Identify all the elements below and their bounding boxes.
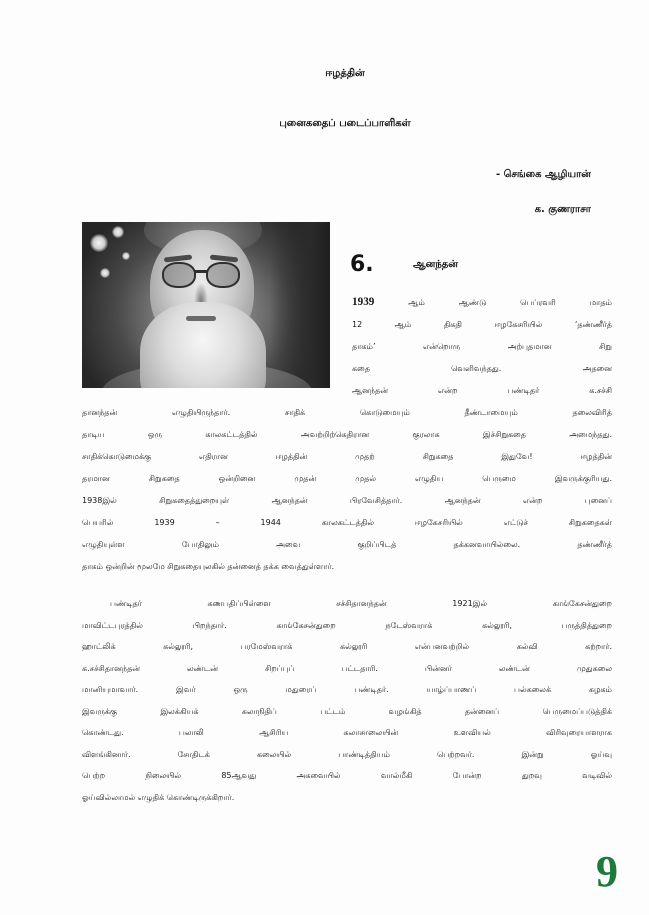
body-line: ஓய்வில்லாமல் எழுதிக் கொண்டிருக்கிறார். xyxy=(82,792,235,802)
body-line: ஆனந்தன் என்ற பண்டிதர் க.சச்சி xyxy=(352,386,612,395)
body-line: தரமான சிறுகதை ஒன்றினை முதன் முதல் எழுதிய பெருமை இவருக்குரியது. xyxy=(82,474,612,483)
body-line: 12 ஆம் திகதி ஈழகேசரியில் ‘தண்ணீர்த் xyxy=(352,320,612,329)
body-line: பெயரில் 1939 – 1944 காலகட்டத்தில் ஈழகேசரியில் எட்டுச் சிறுகதைகள் xyxy=(82,518,612,527)
paragraph-2 xyxy=(82,593,612,808)
body-line: மாவிட்டபுரத்தில் பிறந்தார். காங்கேசன்துறை நடேஸ்வராக் கல்லூரி, பருத்தித்துறை xyxy=(82,620,612,630)
body-line: மானியுமாவார். இவர் ஒரு மதுரைப் பண்டிதர். யாழ்ப்பாணப் பல்கலைக் கழகம் xyxy=(82,685,612,694)
body-line: தானந்தன் எழுதியிருந்தார். சாதிக் கொடுமையும் தீண்டாமையும் தலைவிரித் xyxy=(82,408,612,417)
article-title-line-2: புனைகதைப் படைப்பாளிகள் xyxy=(279,118,411,129)
body-line: ஹாட்லிக் கல்லூரி, பரமேஸ்வராக் கல்லூரி என்பனவற்றில் கல்வி கற்றார். xyxy=(82,642,612,651)
body-line xyxy=(82,292,612,314)
body-line-text: ஆம் ஆண்டு பெப்ரவரி மாதம் xyxy=(408,298,612,307)
body-line: எழுதியுள்ள போதிலும் அவை குறிப்பிடத் தக்கனவாயில்லை. தண்ணீர்த் xyxy=(82,540,612,549)
photo-light-spot xyxy=(112,226,124,238)
body-line: விளங்கினார். சோதிடக் கலையில் பாண்டித்தியம் பெற்றவர். இன்று ஓய்வு xyxy=(82,749,612,759)
body-line: தாகம்’ என்றொரு அற்புதமான சிறு xyxy=(352,342,612,351)
photo-light-spot xyxy=(100,268,110,278)
photo-light-spot xyxy=(122,252,130,260)
body-line: க.சச்சிதானந்தன் லண்டன் சிறப்புப் பட்டதாரி. பின்னர் லண்டன் முதுகலை xyxy=(82,663,612,673)
body-line: கதை வெளிவந்தது. அதனை xyxy=(352,364,612,373)
photo-glasses-lens xyxy=(206,262,240,288)
body-line: இவருக்கு இலக்கியக் கலாநிதிப் பட்டம் வழங்கித் தன்னைப் பெருமைப்படுத்திக் xyxy=(82,706,612,716)
body-line: தாகம் ஒன்றின் மூலமே சிறுகதையுலகில் தன்னைத் தக்க வைத்துள்ளார். xyxy=(82,562,335,571)
author-pen-name: - செங்கை ஆழியான் xyxy=(495,169,591,180)
lead-year: 1939 xyxy=(352,296,375,308)
section-number: 6. xyxy=(350,252,374,277)
author-real-name: க. குணராசா xyxy=(534,204,591,215)
body-line: கொண்டது. பலாலி ஆசிரிய கலாசாலையின் உளவியல் விரிவுரையாளராக xyxy=(82,728,612,737)
body-line: சாதிக்கொடுமைக்கு எதிரான ஈழத்தின் முதற் சிறுகதை இதுவே! ஈழத்தின் xyxy=(82,452,612,461)
page-number: 9 xyxy=(596,847,618,896)
article-title-line-1: ஈழத்தின் xyxy=(325,68,365,79)
paragraph-1 xyxy=(82,292,612,578)
body-line: பண்டிதர் கணபதிப்பிள்ளை சச்சிதானந்தன் 1921இல் காங்கேசன்துறை xyxy=(110,599,612,608)
photo-glasses-bridge xyxy=(195,270,207,273)
body-line: 1938இல் சிறுகதைத்துறையுள் ஆனந்தன் பிரவேசித்தார். ஆனந்தன் என்ற புனைப் xyxy=(82,496,612,505)
photo-light-spot xyxy=(90,234,108,252)
section-title: ஆனந்தன் xyxy=(413,259,458,270)
body-line: தாடிய ஒரு காலகட்டத்தில் அவற்றிற்கெதிரான குரலாக இச்சிறுகதை அமைந்தது. xyxy=(82,430,612,439)
photo-glasses-lens xyxy=(162,262,196,288)
article-body xyxy=(82,292,612,808)
body-line: பெற்ற நிலையில் 85ஆவது அகவையில் வால்மீகி போன்ற துறவு வடிவில் xyxy=(82,771,612,780)
